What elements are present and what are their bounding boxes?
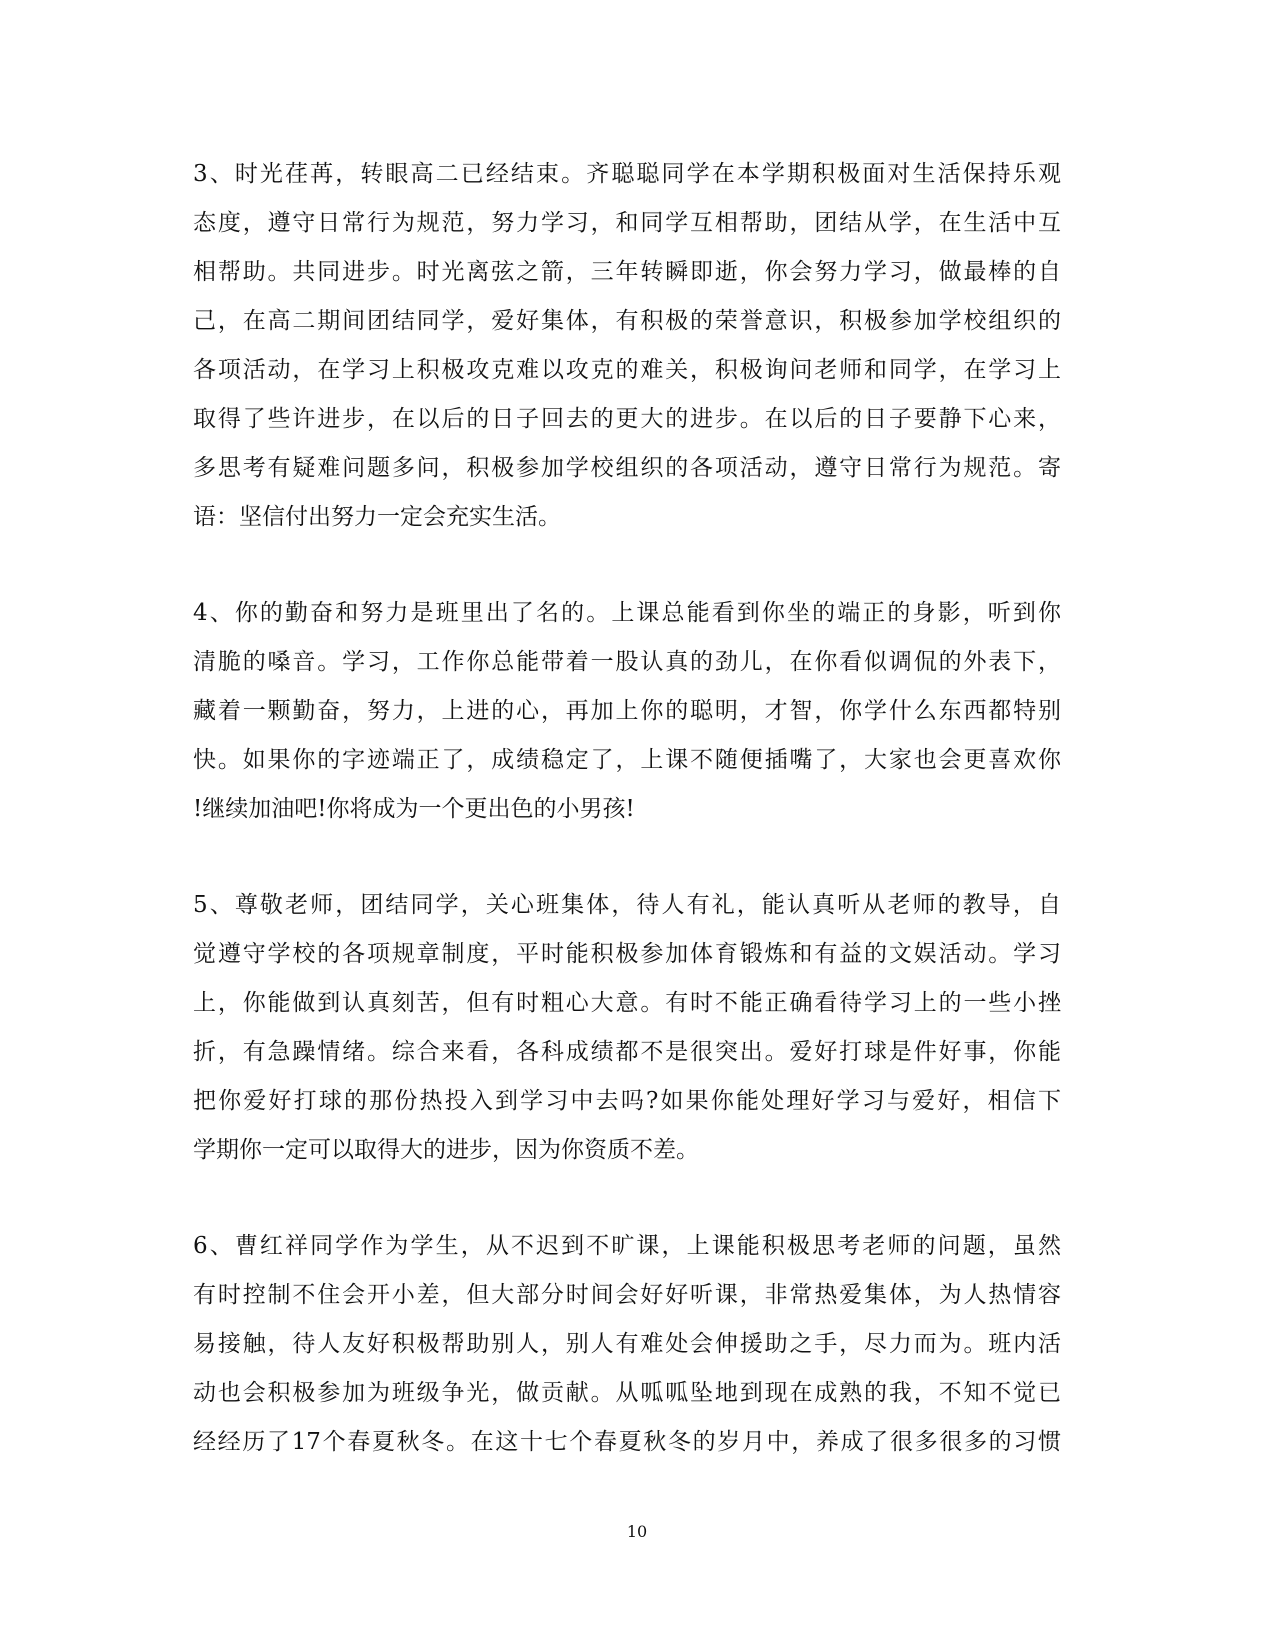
paragraph-3	[193, 150, 1061, 542]
text-line: 5、尊敬老师，团结同学，关心班集体，待人有礼，能认真听从老师的教导，自	[193, 892, 1061, 918]
text-line: 语：坚信付出努力一定会充实生活。	[193, 504, 561, 530]
text-line: 各项活动，在学习上积极攻克难以攻克的难关，积极询问老师和同学，在学习上	[193, 357, 1061, 383]
text-line: 经经历了17个春夏秋冬。在这十七个春夏秋冬的岁月中，养成了很多很多的习惯	[193, 1429, 1061, 1455]
text-line: 觉遵守学校的各项规章制度，平时能积极参加体育锻炼和有益的文娱活动。学习	[193, 941, 1061, 967]
text-line: 藏着一颗勤奋，努力，上进的心，再加上你的聪明，才智，你学什么东西都特别	[193, 698, 1061, 724]
paragraph-6	[193, 1222, 1061, 1467]
text-line: 己，在高二期间团结同学，爱好集体，有积极的荣誉意识，积极参加学校组织的	[193, 308, 1061, 334]
text-line: 相帮助。共同进步。时光离弦之箭，三年转瞬即逝，你会努力学习，做最棒的自	[193, 259, 1061, 285]
text-line: 态度，遵守日常行为规范，努力学习，和同学互相帮助，团结从学，在生活中互	[193, 210, 1061, 236]
text-line: 有时控制不住会开小差，但大部分时间会好好听课，非常热爱集体，为人热情容	[193, 1282, 1061, 1308]
text-line: 上，你能做到认真刻苦，但有时粗心大意。有时不能正确看待学习上的一些小挫	[193, 990, 1061, 1016]
document-body	[193, 150, 1061, 1514]
text-line: 学期你一定可以取得大的进步，因为你资质不差。	[193, 1137, 699, 1163]
text-line: 取得了些许进步，在以后的日子回去的更大的进步。在以后的日子要静下心来，	[193, 406, 1061, 432]
paragraph-4	[193, 589, 1061, 834]
text-line: 多思考有疑难问题多问，积极参加学校组织的各项活动，遵守日常行为规范。寄	[193, 455, 1061, 481]
text-line: 6、曹红祥同学作为学生，从不迟到不旷课，上课能积极思考老师的问题，虽然	[193, 1233, 1061, 1259]
text-line: !继续加油吧!你将成为一个更出色的小男孩!	[193, 796, 635, 822]
text-line: 3、时光荏苒，转眼高二已经结束。齐聪聪同学在本学期积极面对生活保持乐观	[193, 161, 1061, 187]
text-line: 易接触，待人友好积极帮助别人，别人有难处会伸援助之手，尽力而为。班内活	[193, 1331, 1061, 1357]
text-line: 快。如果你的字迹端正了，成绩稳定了，上课不随便插嘴了，大家也会更喜欢你	[193, 747, 1061, 773]
page-number: 10	[626, 1522, 648, 1541]
paragraph-5	[193, 881, 1061, 1175]
text-line: 折，有急躁情绪。综合来看，各科成绩都不是很突出。爱好打球是件好事，你能	[193, 1039, 1061, 1065]
text-line: 清脆的嗓音。学习，工作你总能带着一股认真的劲儿，在你看似调侃的外表下，	[193, 649, 1061, 675]
text-line: 4、你的勤奋和努力是班里出了名的。上课总能看到你坐的端正的身影，听到你	[193, 600, 1061, 626]
text-line: 动也会积极参加为班级争光，做贡献。从呱呱坠地到现在成熟的我，不知不觉已	[193, 1380, 1061, 1406]
text-line: 把你爱好打球的那份热投入到学习中去吗?如果你能处理好学习与爱好，相信下	[193, 1088, 1061, 1114]
